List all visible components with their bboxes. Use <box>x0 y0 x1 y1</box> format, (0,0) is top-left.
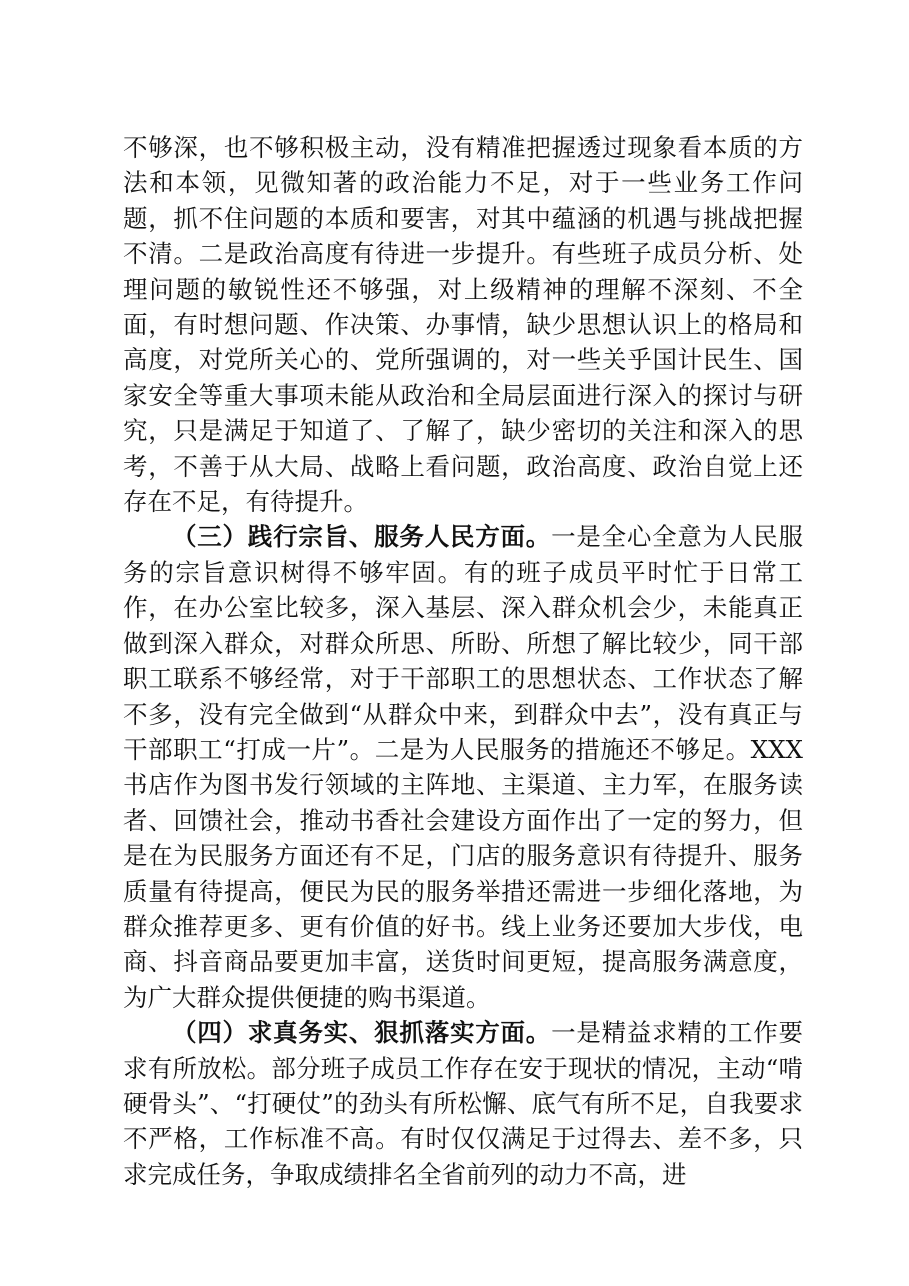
paragraph-section-four <box>123 1015 803 1192</box>
paragraph-body: 不够深，也不够积极主动，没有精准把握透过现象看本质的方法和本领，见微知著的政治能力不足，对于一些业务工作问题，抓不住问题的本质和要害，对其中蕴涵的机遇与挑战把握不清。二是政治高度有待进一步提升。有些班子成员分析、处理问题的敏锐性还不够强，对上级精神的理解不深刻、不全面，有时想问题、作决策、办事情，缺少思想认识上的格局和高度，对党所关心的、党所强调的，对一些关乎国计民生、国家安全等重大事项未能从政治和全局层面进行深入的探讨与研究，只是满足于知道了、了解了，缺少密切的关注和深入的思考，不善于从大局、战略上看问题，政治高度、政治自觉上还存在不足，有待提升。 <box>123 133 803 517</box>
body-text <box>123 130 803 1192</box>
section-heading: （四）求真务实、狠抓落实方面。 <box>172 1018 552 1048</box>
section-heading: （三）践行宗旨、服务人民方面。 <box>172 522 552 552</box>
paragraph-section-three <box>123 519 803 1015</box>
paragraph-continued <box>123 130 803 519</box>
paragraph-body: 一是精益求精的工作要求有所放松。部分班子成员工作存在安于现状的情况，主动“啃硬骨头”、“打硬仗”的劲头有所松懈、底气有所不足，自我要求不严格，工作标准不高。有时仅仅满足于过得去、差不多，只求完成任务，争取成绩排名全省前列的动力不高，进 <box>123 1018 803 1189</box>
paragraph-body: 一是全心全意为人民服务的宗旨意识树得不够牢固。有的班子成员平时忙于日常工作，在办公室比较多，深入基层、深入群众机会少，未能真正做到深入群众，对群众所思、所盼、所想了解比较少，同干部职工联系不够经常，对于干部职工的思想状态、工作状态了解不多，没有完全做到“从群众中来，到群众中去”，没有真正与干部职工“打成一片”。二是为人民服务的措施还不够足。XXX书店作为图书发行领域的主阵地、主渠道、主力军，在服务读者、回馈社会，推动书香社会建设方面作出了一定的努力，但是在为民服务方面还有不足，门店的服务意识有待提升、服务质量有待提高，便民为民的服务举措还需进一步细化落地，为群众推荐更多、更有价值的好书。线上业务还要加大步伐，电商、抖音商品要更加丰富，送货时间更短，提高服务满意度，为广大群众提供便捷的购书渠道。 <box>123 522 803 1012</box>
